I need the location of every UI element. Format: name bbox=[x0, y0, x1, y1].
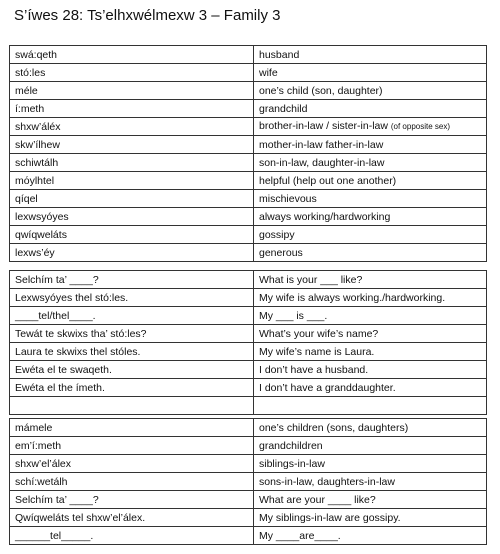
table-row bbox=[10, 491, 487, 509]
english-term: generous bbox=[254, 244, 487, 262]
table-row bbox=[10, 82, 487, 100]
phrase-table-questions bbox=[9, 270, 487, 415]
table-row bbox=[10, 271, 487, 289]
english-term: gossipy bbox=[254, 226, 487, 244]
english-term: wife bbox=[254, 64, 487, 82]
table-row bbox=[10, 527, 487, 545]
vocab-table-plurals bbox=[9, 418, 487, 545]
salish-term: schiwtálh bbox=[10, 154, 254, 172]
table-row bbox=[10, 208, 487, 226]
english-term: What are your ____ like? bbox=[254, 491, 487, 509]
english-phrase: I don’t have a husband. bbox=[254, 361, 487, 379]
table-row bbox=[10, 397, 487, 415]
english-term: helpful (help out one another) bbox=[254, 172, 487, 190]
english-term: husband bbox=[254, 46, 487, 64]
salish-term: Selchím ta’ ____? bbox=[10, 491, 254, 509]
table-row bbox=[10, 343, 487, 361]
table-row bbox=[10, 325, 487, 343]
table-row bbox=[10, 136, 487, 154]
salish-phrase: Lexwsyóyes thel stó:les. bbox=[10, 289, 254, 307]
salish-phrase: ____tel/thel____. bbox=[10, 307, 254, 325]
english-term bbox=[254, 118, 487, 136]
salish-phrase bbox=[10, 397, 254, 415]
salish-phrase: Ewéta el te swaqeth. bbox=[10, 361, 254, 379]
salish-phrase: Tewát te skwixs tha’ stó:les? bbox=[10, 325, 254, 343]
english-term: siblings-in-law bbox=[254, 455, 487, 473]
salish-term: stó:les bbox=[10, 64, 254, 82]
salish-term: í:meth bbox=[10, 100, 254, 118]
vocab-table-family bbox=[9, 45, 487, 262]
english-phrase: What’s your wife’s name? bbox=[254, 325, 487, 343]
salish-term: shxw’áléx bbox=[10, 118, 254, 136]
english-term: son-in-law, daughter-in-law bbox=[254, 154, 487, 172]
table-row bbox=[10, 226, 487, 244]
table-row bbox=[10, 379, 487, 397]
table-row bbox=[10, 46, 487, 64]
english-term: mischievous bbox=[254, 190, 487, 208]
table-row bbox=[10, 437, 487, 455]
table-row bbox=[10, 289, 487, 307]
table-row bbox=[10, 307, 487, 325]
table-row bbox=[10, 190, 487, 208]
table-row bbox=[10, 361, 487, 379]
table-row bbox=[10, 509, 487, 527]
table-row bbox=[10, 244, 487, 262]
english-term: one’s child (son, daughter) bbox=[254, 82, 487, 100]
english-phrase: I don’t have a granddaughter. bbox=[254, 379, 487, 397]
salish-term: shxw’el’álex bbox=[10, 455, 254, 473]
english-phrase: What is your ___ like? bbox=[254, 271, 487, 289]
salish-term: swá:qeth bbox=[10, 46, 254, 64]
salish-term: skw’ílhew bbox=[10, 136, 254, 154]
table-row bbox=[10, 64, 487, 82]
table-row bbox=[10, 172, 487, 190]
english-term: grandchild bbox=[254, 100, 487, 118]
salish-term: mámele bbox=[10, 419, 254, 437]
page-title: S’íwes 28: Ts’elhxwélmexw 3 – Family 3 bbox=[14, 7, 281, 24]
salish-term: em’í:meth bbox=[10, 437, 254, 455]
salish-phrase: Selchím ta’ ____? bbox=[10, 271, 254, 289]
english-phrase: My wife is always working./hardworking. bbox=[254, 289, 487, 307]
salish-phrase: Laura te skwixs thel stóles. bbox=[10, 343, 254, 361]
salish-term: lexwsyóyes bbox=[10, 208, 254, 226]
english-term: sons-in-law, daughters-in-law bbox=[254, 473, 487, 491]
english-phrase: My ___ is ___. bbox=[254, 307, 487, 325]
salish-term: ______tel_____. bbox=[10, 527, 254, 545]
table-row bbox=[10, 100, 487, 118]
salish-term: Qwíqweláts tel shxw’el’álex. bbox=[10, 509, 254, 527]
salish-phrase: Ewéta el the ímeth. bbox=[10, 379, 254, 397]
table-row bbox=[10, 419, 487, 437]
salish-term: lexws’éy bbox=[10, 244, 254, 262]
salish-term: qwíqweláts bbox=[10, 226, 254, 244]
table-row bbox=[10, 154, 487, 172]
english-phrase bbox=[254, 397, 487, 415]
english-term: grandchildren bbox=[254, 437, 487, 455]
salish-term: méle bbox=[10, 82, 254, 100]
table-row bbox=[10, 118, 487, 136]
english-term-main: brother-in-law / sister-in-law bbox=[259, 120, 391, 132]
salish-term: schí:wetálh bbox=[10, 473, 254, 491]
english-term: always working/hardworking bbox=[254, 208, 487, 226]
english-term: mother-in-law father-in-law bbox=[254, 136, 487, 154]
salish-term: mόylhtel bbox=[10, 172, 254, 190]
english-term: My siblings-in-law are gossipy. bbox=[254, 509, 487, 527]
english-phrase: My wife’s name is Laura. bbox=[254, 343, 487, 361]
english-term: one’s children (sons, daughters) bbox=[254, 419, 487, 437]
english-term: My ____are____. bbox=[254, 527, 487, 545]
english-term-note: (of opposite sex) bbox=[390, 122, 451, 131]
table-row bbox=[10, 473, 487, 491]
table-row bbox=[10, 455, 487, 473]
salish-term: qíqel bbox=[10, 190, 254, 208]
